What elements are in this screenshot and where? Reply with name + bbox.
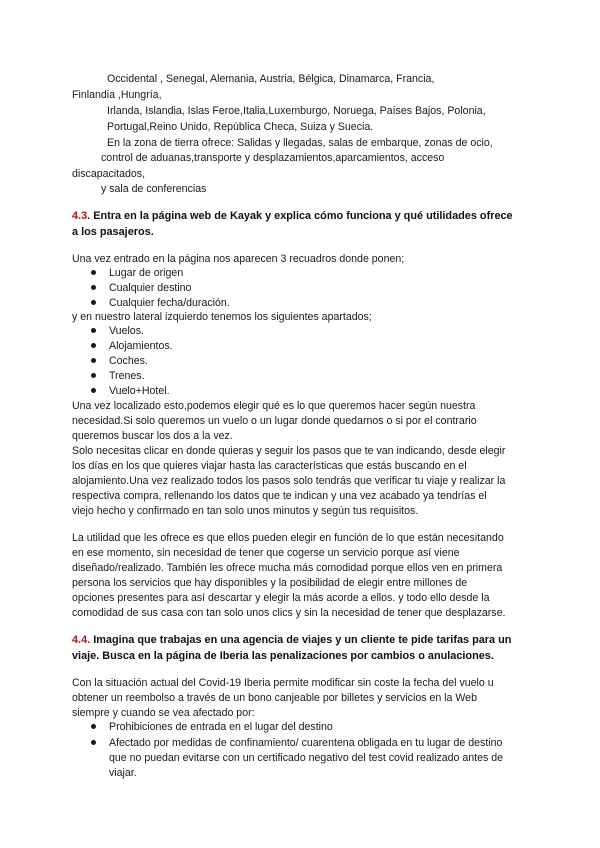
text-line: los días en los que quieres viajar hasta las características que estás buscando en el [72, 460, 467, 472]
heading-text: Imagina que trabajas en una agencia de viajes y un cliente te pide tarifas para un [90, 634, 512, 646]
text-line: comodidad de sus casa con tan solo unos clics y sin la necesidad de tener que desplazarse. [72, 607, 506, 619]
text-line: y sala de conferencias [101, 183, 207, 195]
list-item-continuation: viajar. [109, 767, 137, 779]
list-item: Prohibiciones de entrada en el lugar del destino [109, 721, 333, 733]
heading-text: viaje. Busca en la página de Iberia las penalizaciones por cambios o anulaciones. [72, 650, 494, 662]
text-line: siempre y cuando se vea afectado por: [72, 707, 255, 719]
heading-text: a los pasajeros. [72, 226, 154, 238]
bullet-icon [91, 300, 96, 305]
list-item: Vuelos. [109, 325, 144, 337]
text-line: discapacitados, [72, 168, 146, 180]
text-line: alojamiento.Una vez realizado todos los pasos solo tendrás que verificar tu viaje y realizar la [72, 475, 506, 487]
heading-text: Entra en la página web de Kayak y explica cómo funciona y qué utilidades ofrece [90, 210, 513, 222]
section-heading-4-3 [72, 209, 513, 223]
text-line: Occidental , Senegal, Alemania, Austria, Bélgica, Dinamarca, Francia, [107, 73, 435, 85]
section-number: 4.3. [72, 210, 91, 222]
text-line: Finlandia ,Hungría, [72, 89, 162, 101]
text-line: Una vez entrado en la página nos aparecen 3 recuadros donde ponen; [72, 253, 405, 265]
list-item: Cualquier destino [109, 282, 192, 294]
text-line: obtener un reembolso a través de un bono canjeable por billetes y servicios en la Web [72, 692, 477, 704]
text-line: opciones presentes para así descartar y elegir la más acorde a ellos. y todo ello desde la [72, 592, 490, 604]
bullet-icon [91, 373, 96, 378]
text-line: Una vez localizado esto,podemos elegir qué es lo que queremos hacer según nuestra [72, 400, 476, 412]
text-line: control de aduanas,transporte y desplazamientos,aparcamientos, acceso [101, 152, 445, 164]
section-number: 4.4. [72, 634, 91, 646]
text-line: diseñado/realizado. También les ofrece mucha más comodidad porque ellos ven en primera [72, 562, 503, 574]
bullet-icon [91, 724, 96, 729]
bullet-icon [91, 388, 96, 393]
bullet-icon [91, 358, 96, 363]
text-line: queremos buscar los dos a la vez. [72, 430, 233, 442]
text-line: viejo hecho y confirmado en tan solo unos minutos y según tus requisitos. [72, 505, 419, 517]
list-item: Trenes. [109, 370, 145, 382]
list-item: Cualquier fecha/duración. [109, 297, 230, 309]
list-item-continuation: que no puedan evitarse con un certificado negativo del test covid realizado antes de [109, 752, 503, 764]
text-line: La utilidad que les ofrece es que ellos pueden elegir en función de lo que están necesitando [72, 532, 504, 544]
list-item: Lugar de origen [109, 267, 184, 279]
text-line: persona los servicios que hay disponibles y la posibilidad de elegir entre millones de [72, 577, 468, 589]
text-line: en ese momento, sin necesidad de tener que cogerse un servicio porque así viene [72, 547, 460, 559]
list-item: Coches. [109, 355, 148, 367]
bullet-icon [91, 740, 96, 745]
section-heading-4-4 [72, 633, 511, 647]
text-line: En la zona de tierra ofrece: Salidas y llegadas, salas de embarque, zonas de ocio, [107, 137, 493, 149]
text-line: Solo necesitas clicar en donde quieras y seguir los pasos que te van indicando, desde elegir [72, 445, 506, 457]
bullet-icon [91, 343, 96, 348]
text-line: respectiva compra, rellenando los datos que te indican y una vez acabado ya tendrías el [72, 490, 487, 502]
list-item: Afectado por medidas de confinamiento/ cuarentena obligada en tu lugar de destino [109, 737, 503, 749]
list-item: Vuelo+Hotel. [109, 385, 170, 397]
text-line: y en nuestro lateral izquierdo tenemos los siguientes apartados; [72, 311, 372, 323]
bullet-icon [91, 270, 96, 275]
text-line: Irlanda, Islandia, Islas Feroe,Italia,Luxemburgo, Noruega, Países Bajos, Polonia, [107, 105, 486, 117]
text-line: Con la situación actual del Covid-19 Iberia permite modificar sin coste la fecha del vuelo u [72, 677, 494, 689]
bullet-icon [91, 285, 96, 290]
list-item: Alojamientos. [109, 340, 173, 352]
bullet-icon [91, 328, 96, 333]
text-line: necesidad.Si solo queremos un vuelo o un lugar donde quedarnos o si por el contrario [72, 415, 477, 427]
text-line: Portugal,Reino Unido, República Checa, Suiza y Suecia. [107, 121, 374, 133]
